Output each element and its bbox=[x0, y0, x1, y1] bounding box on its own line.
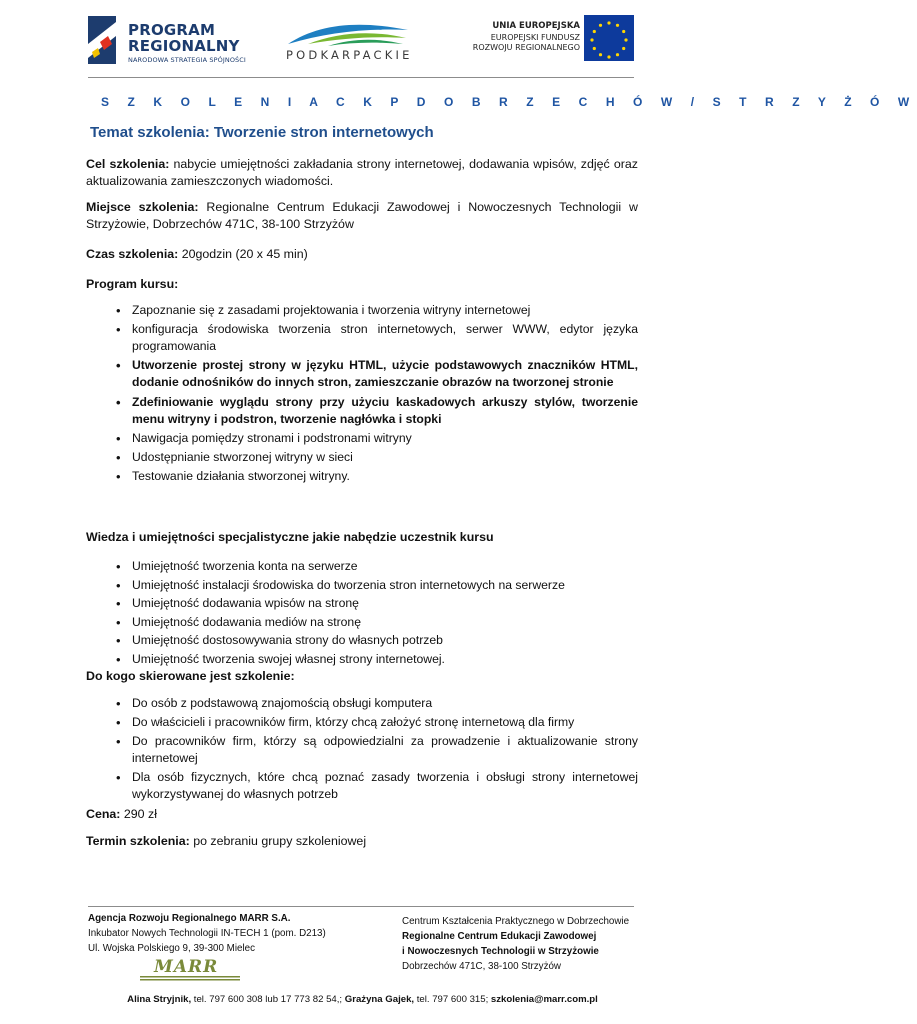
header-divider bbox=[88, 77, 634, 78]
goal-paragraph bbox=[86, 156, 638, 190]
audience-list bbox=[86, 695, 638, 803]
list-item: • Do właścicieli i pracowników firm, którzy chcą założyć stronę internetową dla firmy bbox=[86, 714, 638, 731]
duration-text: 20godzin (20 x 45 min) bbox=[178, 247, 308, 261]
program-logo-line1: PROGRAM bbox=[128, 21, 216, 39]
page-title: Temat szkolenia: Tworzenie stron internetowych bbox=[90, 124, 434, 141]
footer-divider bbox=[88, 906, 634, 907]
footer-right bbox=[402, 914, 642, 974]
list-item: • Zdefiniowanie wyglądu strony przy użyciu kaskadowych arkuszy stylów, tworzenie menu witryny i podstron, tworzenie nagłówka i stopki bbox=[86, 394, 638, 428]
list-item: • Umiejętność tworzenia konta na serwerze bbox=[86, 558, 638, 575]
skills-list bbox=[86, 558, 638, 668]
price-text: 290 zł bbox=[120, 807, 157, 821]
list-item: • Umiejętność instalacji środowiska do tworzenia stron internetowych na serwerze bbox=[86, 577, 638, 594]
place-label: Miejsce szkolenia: bbox=[86, 200, 199, 214]
list-item: • Umiejętność tworzenia swojej własnej strony internetowej. bbox=[86, 651, 638, 668]
footer-right-line2: Regionalne Centrum Edukacji Zawodowej bbox=[402, 931, 597, 942]
program-regionalny-logo bbox=[86, 14, 256, 66]
place-paragraph bbox=[86, 199, 638, 233]
list-item: • Zapoznanie się z zasadami projektowania i tworzenia witryny internetowej bbox=[86, 302, 638, 319]
footer-left bbox=[88, 911, 388, 956]
footer-left-line1: Agencja Rozwoju Regionalnego MARR S.A. bbox=[88, 913, 291, 924]
program-logo-line2: REGIONALNY bbox=[128, 37, 240, 55]
marr-logo bbox=[140, 956, 240, 982]
list-item: • Nawigacja pomiędzy stronami i podstronami witryny bbox=[86, 430, 638, 447]
term-label: Termin szkolenia: bbox=[86, 834, 190, 848]
marr-logo-text: MARR bbox=[154, 957, 219, 977]
skills-heading: Wiedza i umiejętności specjalistyczne jakie nabędzie uczestnik kursu bbox=[86, 530, 494, 544]
list-item: • Do osób z podstawową znajomością obsługi komputera bbox=[86, 695, 638, 712]
program-logo-subtitle: NARODOWA STRATEGIA SPÓJNOŚCI bbox=[128, 56, 246, 64]
term-text: po zebraniu grupy szkoleniowej bbox=[189, 834, 367, 848]
footer-right-line1: Centrum Kształcenia Praktycznego w Dobrzechowie bbox=[402, 916, 630, 927]
program-list bbox=[86, 302, 638, 485]
program-heading: Program kursu: bbox=[86, 277, 179, 291]
contact-name-1: Alina Stryjnik, bbox=[127, 994, 192, 1005]
duration-label: Czas szkolenia: bbox=[86, 247, 179, 261]
contact-phone-1: tel. 797 600 308 lub 17 773 82 54,; bbox=[191, 994, 345, 1005]
eu-logo-line1: UNIA EUROPEJSKA bbox=[492, 21, 580, 31]
list-item: • Umiejętność dostosowywania strony do własnych potrzeb bbox=[86, 632, 638, 649]
eu-flag-icon bbox=[584, 15, 634, 61]
list-item: • Umiejętność dodawania mediów na stronę bbox=[86, 614, 638, 631]
list-item: • konfiguracja środowiska tworzenia stron internetowych, serwer WWW, edytor języka programowania bbox=[86, 321, 638, 355]
contact-phone-2: tel. 797 600 315; bbox=[414, 994, 491, 1005]
podkarpackie-logo bbox=[280, 18, 416, 64]
term-paragraph bbox=[86, 833, 638, 850]
duration-paragraph bbox=[86, 246, 638, 263]
footer-left-line2: Inkubator Nowych Technologii IN-TECH 1 (pom. D213) bbox=[88, 928, 326, 939]
price-paragraph bbox=[86, 806, 638, 823]
contact-email-link[interactable]: szkolenia@marr.com.pl bbox=[490, 994, 598, 1005]
program-regionalny-emblem-icon bbox=[86, 14, 120, 66]
goal-label: Cel szkolenia: bbox=[86, 157, 170, 171]
audience-heading: Do kogo skierowane jest szkolenie: bbox=[86, 669, 295, 683]
goal-text: nabycie umiejętności zakładania strony internetowej, dodawania wpisów, zdjęć oraz aktualizowania zamieszczonych wiadomości. bbox=[86, 157, 638, 188]
eu-logo-line3: ROZWOJU REGIONALNEGO bbox=[472, 43, 580, 52]
footer-contact bbox=[0, 992, 725, 1007]
list-item: • Umiejętność dodawania wpisów na stronę bbox=[86, 595, 638, 612]
list-item: • Utworzenie prostej strony w języku HTML, użycie podstawowych znaczników HTML, dodanie odnośników do innych stron, zamieszczanie obrazów na tworzonej stronie bbox=[86, 357, 638, 391]
list-item: • Udostępnianie stworzonej witryny w sieci bbox=[86, 449, 638, 466]
place-text: Regionalne Centrum Edukacji Zawodowej i Nowoczesnych Technologii w Strzyżowie, Dobrzechów 471C, 38-100 Strzyżów bbox=[86, 200, 638, 231]
list-item: • Testowanie działania stworzonej witryny. bbox=[86, 468, 638, 485]
eu-logo bbox=[430, 14, 636, 64]
price-label: Cena: bbox=[86, 807, 121, 821]
eu-logo-line2: EUROPEJSKI FUNDUSZ bbox=[490, 33, 580, 42]
podkarpackie-text: PODKARPACKIE bbox=[286, 48, 413, 62]
footer-right-line3: i Nowoczesnych Technologii w Strzyżowie bbox=[402, 946, 599, 957]
podkarpackie-wave-icon bbox=[288, 20, 408, 46]
section-title: S Z K O L E N I A C K P D O B R Z E C H Ó W / S T R Z Y Ż Ó W bbox=[101, 95, 917, 109]
contact-name-2: Grażyna Gajek, bbox=[344, 994, 415, 1005]
list-item: • Dla osób fizycznych, które chcą poznać zasady tworzenia i obsługi strony internetowej wykorzystywanej do własnych potrzeb bbox=[86, 769, 638, 803]
footer-right-line4: Dobrzechów 471C, 38-100 Strzyżów bbox=[402, 961, 562, 972]
list-item: • Do pracowników firm, którzy są odpowiedzialni za prowadzenie i aktualizowanie strony internetowej bbox=[86, 733, 638, 767]
footer-left-line3: Ul. Wojska Polskiego 9, 39-300 Mielec bbox=[88, 943, 255, 954]
